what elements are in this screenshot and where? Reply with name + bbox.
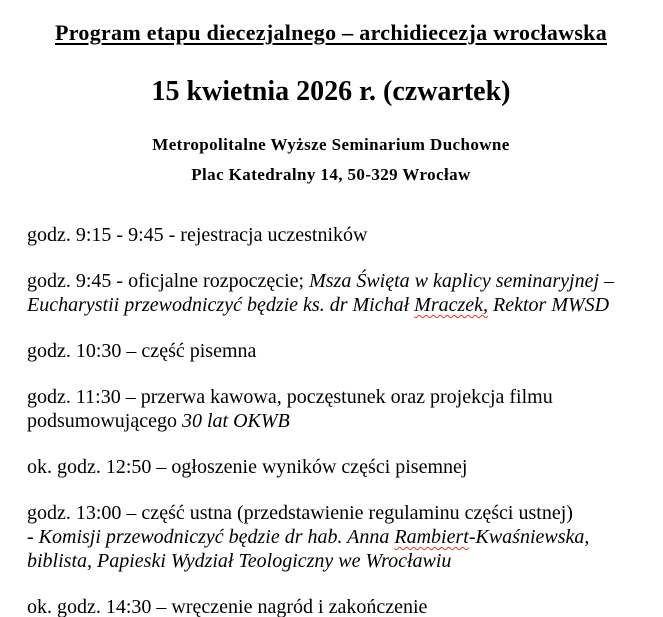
misspelled-word: Rambiert xyxy=(394,525,469,548)
text-segment: godz. 13:00 – część ustna (przedstawienie regulaminu części ustnej) xyxy=(27,501,573,524)
schedule-item xyxy=(27,595,635,617)
schedule-list xyxy=(27,223,635,617)
text-segment: Rektor MWSD xyxy=(488,293,610,316)
schedule-item xyxy=(27,339,635,363)
document-content xyxy=(0,20,663,617)
misspelled-word: Mraczek, xyxy=(414,293,489,316)
venue-name: Metropolitalne Wyższe Seminarium Duchowne xyxy=(152,134,510,154)
schedule-item xyxy=(27,223,635,247)
text-segment: Msza Święta w kaplicy seminaryjnej – Eucharystii przewodniczyć będzie ks. dr Michał xyxy=(27,269,615,316)
text-segment: -Kwaśniewska, biblista, Papieski Wydział Teologiczny we Wrocławiu xyxy=(27,525,590,572)
event-date-heading: 15 kwietnia 2026 r. (czwartek) xyxy=(151,76,511,108)
schedule-item xyxy=(27,455,635,479)
text-segment: godz. 9:15 - 9:45 - rejestracja uczestników xyxy=(27,223,368,246)
text-segment: godz. 10:30 – część pisemna xyxy=(27,339,257,362)
venue-address: Plac Katedralny 14, 50-329 Wrocław xyxy=(191,165,471,185)
text-segment: godz. 11:30 – przerwa kawowa, poczęstunek oraz projekcja filmu podsumowującego xyxy=(27,385,553,432)
schedule-item xyxy=(27,269,635,317)
text-segment: godz. 9:45 - oficjalne rozpoczęcie; xyxy=(27,269,310,292)
schedule-item xyxy=(27,385,635,433)
text-segment: ok. godz. 12:50 – ogłoszenie wyników części pisemnej xyxy=(27,455,468,478)
text-segment: ok. godz. 14:30 – wręczenie nagród i zakończenie xyxy=(27,595,428,617)
text-segment: 30 lat OKWB xyxy=(181,409,290,432)
schedule-item xyxy=(27,501,635,573)
text-segment: - Komisji przewodniczyć będzie dr hab. Anna xyxy=(27,525,395,548)
document-title: Program etapu diecezjalnego – archidiecezja wrocławska xyxy=(54,20,608,45)
